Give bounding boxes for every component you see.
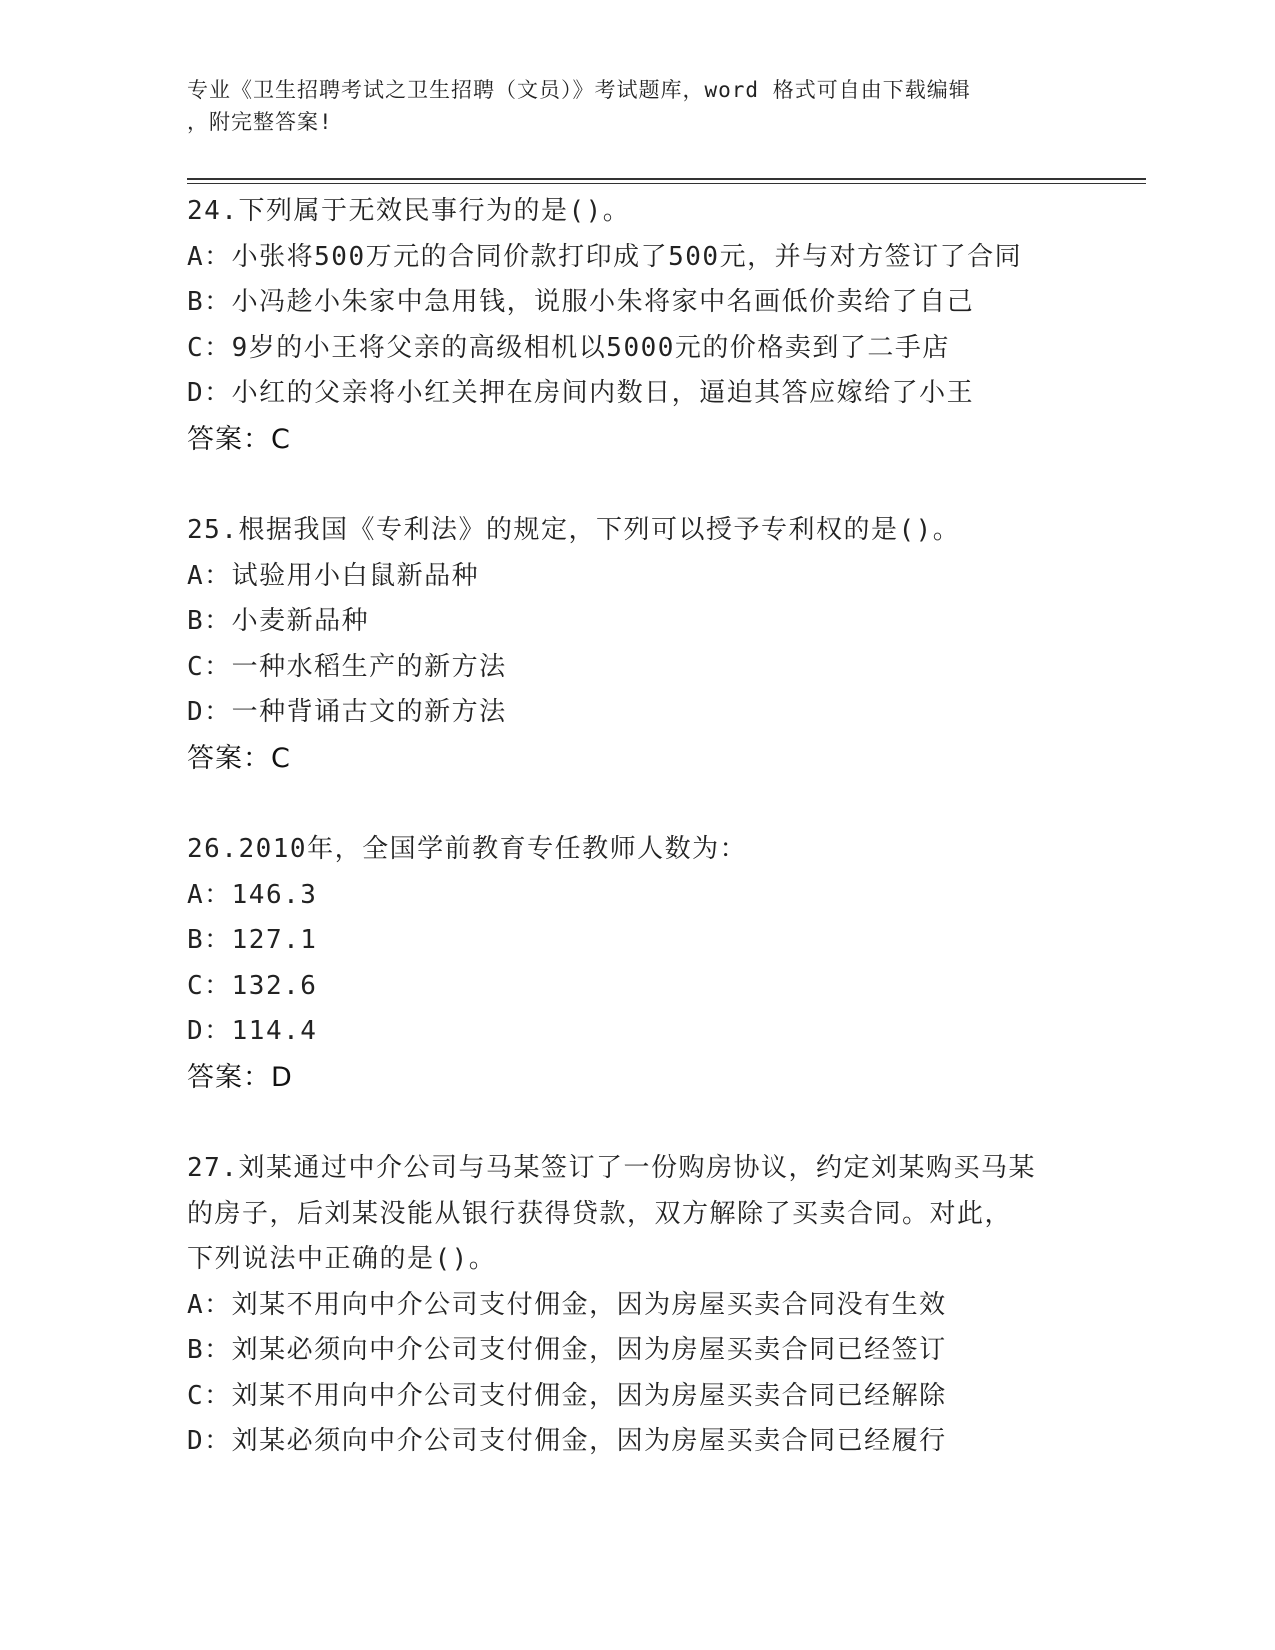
question-26 xyxy=(187,827,1147,1100)
option-c: C：刘某不用向中介公司支付佣金，因为房屋买卖合同已经解除 xyxy=(187,1380,947,1411)
option-d: D：刘某必须向中介公司支付佣金，因为房屋买卖合同已经履行 xyxy=(187,1426,947,1457)
document-header xyxy=(187,74,1087,138)
header-divider-thick xyxy=(187,178,1146,180)
option-a: A：刘某不用向中介公司支付佣金，因为房屋买卖合同没有生效 xyxy=(187,1289,947,1320)
header-line-2: ，附完整答案! xyxy=(187,110,333,134)
question-spacer xyxy=(187,1100,1147,1146)
option-a: A：小张将500万元的合同价款打印成了500元，并与对方签订了合同 xyxy=(187,241,1023,272)
option-a: A：146.3 xyxy=(187,879,318,910)
question-stem-line-1: 27.刘某通过中介公司与马某签订了一份购房协议，约定刘某购买马某 xyxy=(187,1152,1036,1183)
answer: 答案：C xyxy=(187,423,291,455)
answer: 答案：C xyxy=(187,742,291,774)
question-stem: 25.根据我国《专利法》的规定，下列可以授予专利权的是()。 xyxy=(187,514,961,545)
question-24 xyxy=(187,189,1147,462)
question-stem: 24.下列属于无效民事行为的是()。 xyxy=(187,196,631,226)
option-b: B：127.1 xyxy=(187,925,318,956)
question-27 xyxy=(187,1146,1147,1465)
option-b: B：小冯趁小朱家中急用钱，说服小朱将家中名画低价卖给了自己 xyxy=(187,287,975,318)
question-stem: 26.2010年，全国学前教育专任教师人数为： xyxy=(187,833,748,864)
option-d: D：一种背诵古文的新方法 xyxy=(187,697,507,728)
question-list xyxy=(187,189,1147,1465)
option-d: D：小红的父亲将小红关押在房间内数日，逼迫其答应嫁给了小王 xyxy=(187,378,975,409)
header-divider-thin xyxy=(187,183,1146,184)
answer: 答案：D xyxy=(187,1061,293,1093)
question-stem-line-2: 的房子，后刘某没能从银行获得贷款，双方解除了买卖合同。对此， xyxy=(187,1198,1013,1229)
option-c: C：一种水稻生产的新方法 xyxy=(187,651,507,682)
question-spacer xyxy=(187,781,1147,827)
option-d: D：114.4 xyxy=(187,1016,318,1047)
option-a: A：试验用小白鼠新品种 xyxy=(187,560,480,591)
question-25 xyxy=(187,508,1147,781)
header-line-1: 专业《卫生招聘考试之卫生招聘（文员）》考试题库，word 格式可自由下载编辑 xyxy=(187,78,971,102)
option-c: C：9岁的小王将父亲的高级相机以5000元的价格卖到了二手店 xyxy=(187,332,950,363)
option-c: C：132.6 xyxy=(187,970,318,1001)
option-b: B：小麦新品种 xyxy=(187,606,370,637)
option-b: B：刘某必须向中介公司支付佣金，因为房屋买卖合同已经签订 xyxy=(187,1335,947,1366)
question-spacer xyxy=(187,462,1147,508)
question-stem-line-3: 下列说法中正确的是()。 xyxy=(187,1244,497,1275)
